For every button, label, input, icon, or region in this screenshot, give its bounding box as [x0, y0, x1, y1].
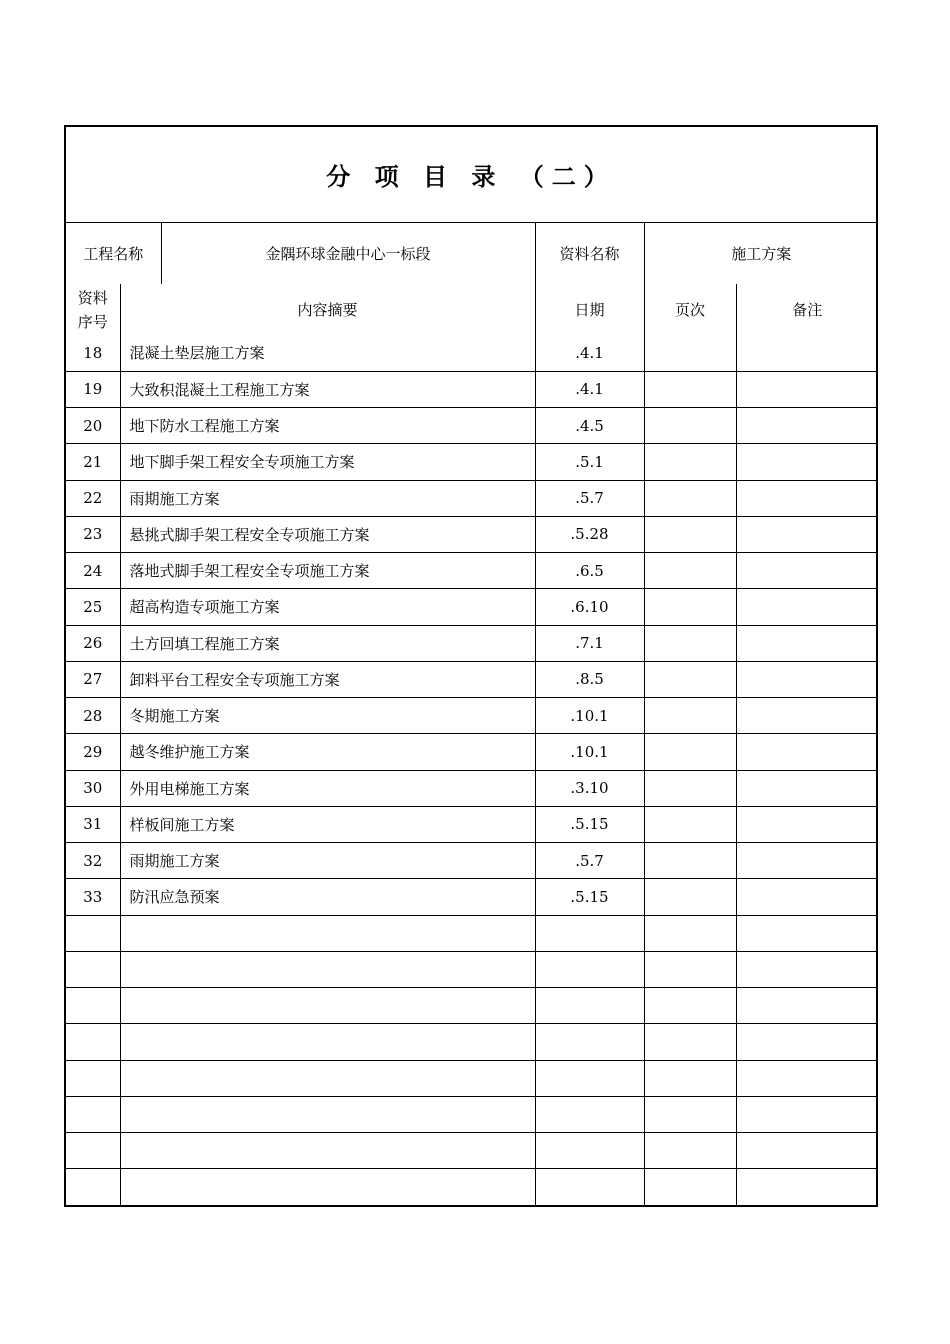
- row-date: [535, 1133, 644, 1169]
- row-seq: [66, 1024, 120, 1060]
- row-date: .5.1: [535, 444, 644, 480]
- row-pages: [644, 625, 736, 661]
- table-row: [66, 1133, 878, 1169]
- row-pages: [644, 1024, 736, 1060]
- row-pages: [644, 1096, 736, 1132]
- row-seq: [66, 988, 120, 1024]
- table-row: [66, 625, 878, 661]
- row-date: .4.1: [535, 371, 644, 407]
- row-pages: [644, 988, 736, 1024]
- row-pages: [644, 698, 736, 734]
- row-pages: [644, 843, 736, 879]
- table-row: [66, 553, 878, 589]
- row-seq: 22: [66, 480, 120, 516]
- document-name-label: 资料名称: [535, 223, 644, 284]
- row-summary: 样板间施工方案: [120, 806, 535, 842]
- table-row: [66, 734, 878, 770]
- row-summary: 雨期施工方案: [120, 843, 535, 879]
- row-remarks: [736, 480, 878, 516]
- table-row: [66, 371, 878, 407]
- row-seq: [66, 915, 120, 951]
- row-seq: 18: [66, 335, 120, 371]
- row-seq: [66, 951, 120, 987]
- row-remarks: [736, 589, 878, 625]
- row-seq: 24: [66, 553, 120, 589]
- row-remarks: [736, 661, 878, 697]
- row-seq: 33: [66, 879, 120, 915]
- row-pages: [644, 661, 736, 697]
- row-date: [535, 1024, 644, 1060]
- row-remarks: [736, 1169, 878, 1205]
- catalog-sheet: [64, 125, 878, 1207]
- row-remarks: [736, 1133, 878, 1169]
- row-seq: 29: [66, 734, 120, 770]
- table-row: [66, 480, 878, 516]
- row-seq: 26: [66, 625, 120, 661]
- row-seq: 20: [66, 408, 120, 444]
- row-remarks: [736, 1096, 878, 1132]
- row-remarks: [736, 335, 878, 371]
- row-remarks: [736, 625, 878, 661]
- row-summary: 悬挑式脚手架工程安全专项施工方案: [120, 516, 535, 552]
- table-row: [66, 915, 878, 951]
- row-pages: [644, 516, 736, 552]
- row-date: .5.7: [535, 480, 644, 516]
- row-pages: [644, 444, 736, 480]
- row-seq: 19: [66, 371, 120, 407]
- row-pages: [644, 553, 736, 589]
- table-row: [66, 516, 878, 552]
- title-row: [66, 127, 876, 223]
- row-seq: 25: [66, 589, 120, 625]
- row-pages: [644, 408, 736, 444]
- row-date: [535, 915, 644, 951]
- row-remarks: [736, 951, 878, 987]
- row-remarks: [736, 1060, 878, 1096]
- row-remarks: [736, 444, 878, 480]
- catalog-rows: [66, 335, 878, 1205]
- row-remarks: [736, 843, 878, 879]
- row-date: [535, 1096, 644, 1132]
- row-seq: 23: [66, 516, 120, 552]
- row-date: .10.1: [535, 698, 644, 734]
- table-row: [66, 879, 878, 915]
- table-row: [66, 1096, 878, 1132]
- project-name-label: 工程名称: [66, 223, 161, 284]
- header-seq-line2: 序号: [77, 312, 108, 331]
- row-summary: [120, 1169, 535, 1205]
- row-pages: [644, 1169, 736, 1205]
- project-name-value: 金隅环球金融中心一标段: [161, 223, 535, 284]
- row-seq: [66, 1096, 120, 1132]
- row-summary: [120, 1060, 535, 1096]
- row-pages: [644, 951, 736, 987]
- row-seq: [66, 1133, 120, 1169]
- row-date: [535, 988, 644, 1024]
- row-date: .6.5: [535, 553, 644, 589]
- row-date: .5.7: [535, 843, 644, 879]
- table-row: [66, 770, 878, 806]
- row-date: .7.1: [535, 625, 644, 661]
- table-row: [66, 698, 878, 734]
- row-seq: 32: [66, 843, 120, 879]
- row-date: .3.10: [535, 770, 644, 806]
- row-summary: [120, 988, 535, 1024]
- row-remarks: [736, 371, 878, 407]
- row-date: .8.5: [535, 661, 644, 697]
- row-seq: [66, 1169, 120, 1205]
- row-remarks: [736, 408, 878, 444]
- row-pages: [644, 879, 736, 915]
- row-remarks: [736, 806, 878, 842]
- row-summary: 防汛应急预案: [120, 879, 535, 915]
- row-date: .5.15: [535, 879, 644, 915]
- row-summary: 越冬维护施工方案: [120, 734, 535, 770]
- row-date: .10.1: [535, 734, 644, 770]
- row-summary: 地下防水工程施工方案: [120, 408, 535, 444]
- row-summary: 外用电梯施工方案: [120, 770, 535, 806]
- row-summary: [120, 915, 535, 951]
- row-remarks: [736, 879, 878, 915]
- document-name-value: 施工方案: [644, 223, 878, 284]
- header-summary: 内容摘要: [120, 284, 535, 335]
- row-remarks: [736, 734, 878, 770]
- catalog-table: [66, 284, 878, 1205]
- info-table: [66, 223, 878, 284]
- header-seq-line1: 资料: [77, 288, 108, 307]
- row-seq: 21: [66, 444, 120, 480]
- table-row: [66, 444, 878, 480]
- page-title: 分 项 目 录 （二）: [326, 162, 616, 191]
- row-pages: [644, 1133, 736, 1169]
- row-summary: 大致积混凝土工程施工方案: [120, 371, 535, 407]
- header-pages: 页次: [644, 284, 736, 335]
- header-remarks: 备注: [736, 284, 878, 335]
- row-summary: [120, 1024, 535, 1060]
- table-row: [66, 843, 878, 879]
- row-summary: 卸料平台工程安全专项施工方案: [120, 661, 535, 697]
- table-row: [66, 988, 878, 1024]
- table-row: [66, 408, 878, 444]
- row-remarks: [736, 516, 878, 552]
- table-row: [66, 951, 878, 987]
- row-remarks: [736, 770, 878, 806]
- row-seq: 28: [66, 698, 120, 734]
- row-seq: 30: [66, 770, 120, 806]
- row-summary: [120, 1096, 535, 1132]
- row-date: .4.5: [535, 408, 644, 444]
- row-seq: [66, 1060, 120, 1096]
- table-row: [66, 589, 878, 625]
- row-summary: 落地式脚手架工程安全专项施工方案: [120, 553, 535, 589]
- table-row: [66, 661, 878, 697]
- table-row: [66, 1169, 878, 1205]
- row-summary: [120, 951, 535, 987]
- row-pages: [644, 1060, 736, 1096]
- row-seq: 31: [66, 806, 120, 842]
- row-pages: [644, 335, 736, 371]
- row-summary: 土方回填工程施工方案: [120, 625, 535, 661]
- row-date: .6.10: [535, 589, 644, 625]
- header-seq: [66, 284, 120, 335]
- row-summary: 雨期施工方案: [120, 480, 535, 516]
- row-remarks: [736, 915, 878, 951]
- row-summary: 地下脚手架工程安全专项施工方案: [120, 444, 535, 480]
- row-date: [535, 1060, 644, 1096]
- row-date: .5.15: [535, 806, 644, 842]
- row-remarks: [736, 698, 878, 734]
- row-pages: [644, 915, 736, 951]
- row-date: [535, 951, 644, 987]
- row-remarks: [736, 553, 878, 589]
- row-remarks: [736, 988, 878, 1024]
- row-pages: [644, 371, 736, 407]
- row-pages: [644, 734, 736, 770]
- info-row: [66, 223, 878, 284]
- row-summary: 混凝土垫层施工方案: [120, 335, 535, 371]
- row-summary: [120, 1133, 535, 1169]
- table-row: [66, 1060, 878, 1096]
- row-date: .5.28: [535, 516, 644, 552]
- header-row: [66, 284, 878, 335]
- row-date: [535, 1169, 644, 1205]
- row-remarks: [736, 1024, 878, 1060]
- header-date: 日期: [535, 284, 644, 335]
- row-pages: [644, 589, 736, 625]
- row-summary: 冬期施工方案: [120, 698, 535, 734]
- row-date: .4.1: [535, 335, 644, 371]
- row-pages: [644, 806, 736, 842]
- table-row: [66, 1024, 878, 1060]
- table-row: [66, 806, 878, 842]
- row-seq: 27: [66, 661, 120, 697]
- row-summary: 超高构造专项施工方案: [120, 589, 535, 625]
- row-pages: [644, 770, 736, 806]
- row-pages: [644, 480, 736, 516]
- table-row: [66, 335, 878, 371]
